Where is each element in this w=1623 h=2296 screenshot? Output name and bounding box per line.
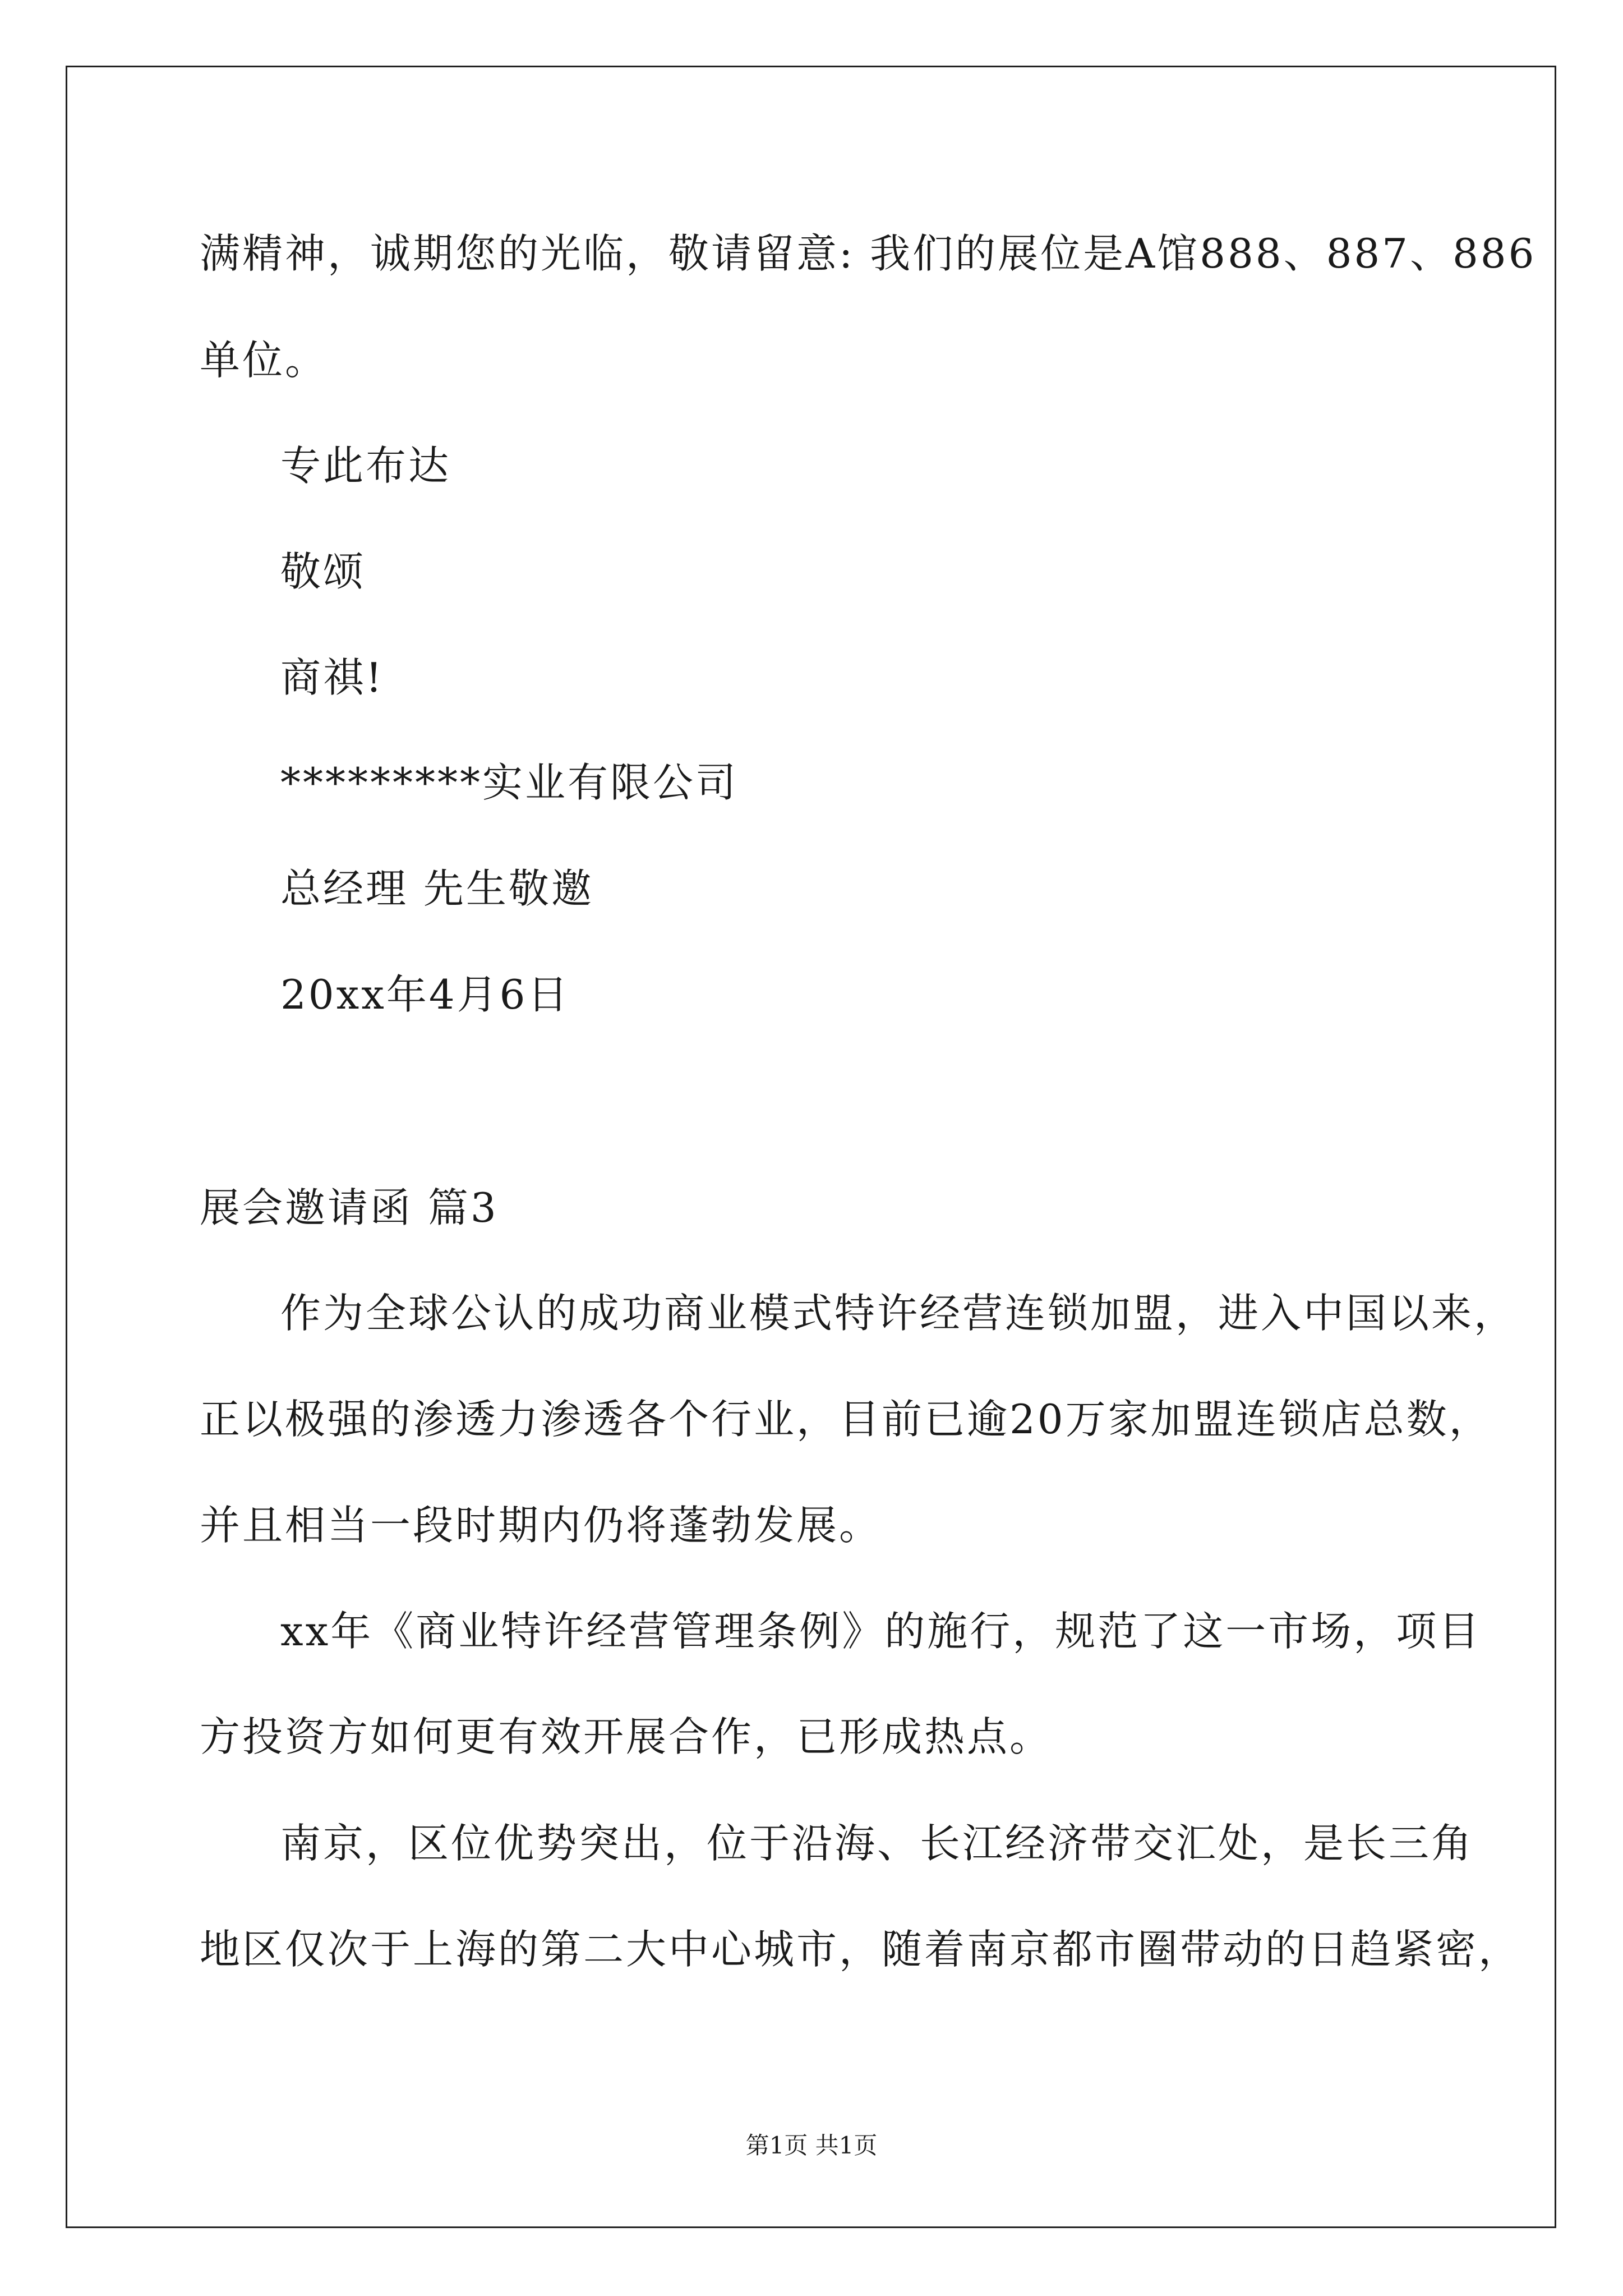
paragraph-2-line-2: 方投资方如何更有效开展合作，已形成热点。 — [200, 1713, 1053, 1760]
paragraph-2-line-1: xx年《商业特许经营管理条例》的施行，规范了这一市场，项目 — [280, 1608, 1482, 1655]
paragraph-1-line-1: 作为全球公认的成功商业模式特许经营连锁加盟，进入中国以来， — [280, 1290, 1517, 1337]
company-name: *********实业有限公司 — [280, 759, 739, 806]
paragraph-3-line-1: 南京，区位优势突出，位于沿海、长江经济带交汇处，是长三角 — [280, 1820, 1474, 1867]
page-footer: 第1页 共1页 — [745, 2132, 878, 2159]
letter-date: 20xx年4月6日 — [280, 971, 570, 1018]
closing-jingsong: 敬颂 — [280, 548, 366, 595]
letter-line-2: 单位。 — [200, 337, 328, 384]
letter-line-1: 满精神，诚期您的光临，敬请留意: 我们的展位是A馆888、887、886 — [200, 230, 1537, 277]
paragraph-1-line-2: 正以极强的渗透力渗透各个行业，目前已逾20万家加盟连锁店总数， — [200, 1396, 1492, 1443]
paragraph-1-line-3: 并且相当一段时期内仍将蓬勃发展。 — [200, 1502, 882, 1549]
page-border — [66, 66, 1556, 2228]
paragraph-3-line-2: 地区仅次于上海的第二大中心城市，随着南京都市圈带动的日趋紧密， — [200, 1926, 1521, 1973]
section-heading: 展会邀请函 篇3 — [200, 1184, 499, 1231]
closing-shangqi: 商祺! — [280, 654, 384, 701]
signer: 总经理 先生敬邀 — [280, 865, 594, 912]
closing-zhuanci: 专此布达 — [280, 442, 451, 489]
